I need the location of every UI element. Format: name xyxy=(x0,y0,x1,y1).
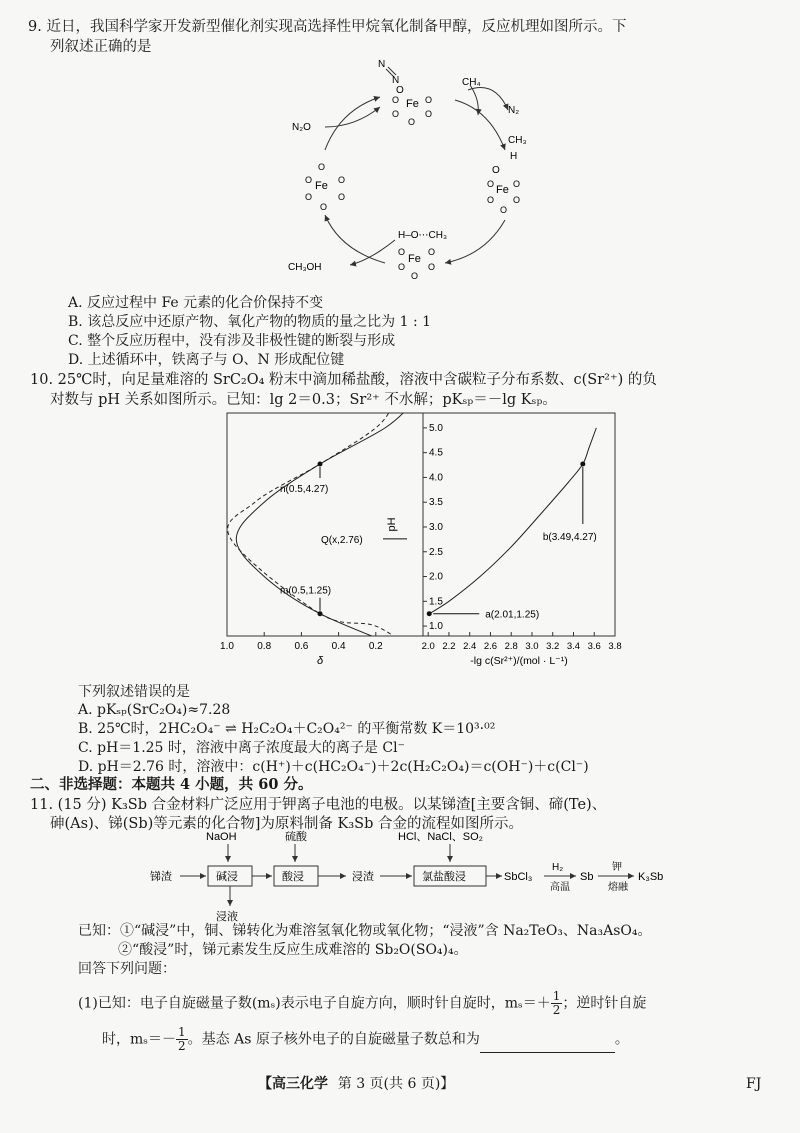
box-alkali-leach-label: 碱浸 xyxy=(216,871,238,883)
fraction-half-2: $\frac{1}{2}$ xyxy=(178,1025,186,1053)
y-tick-label: 1.0 xyxy=(429,621,443,633)
left-x-axis-label: δ xyxy=(316,655,324,667)
bottom-ts-label: H–O⋯CH₃ xyxy=(398,230,448,241)
q10-option-a: A. pKₛₚ(SrC₂O₄)≈7.28 xyxy=(78,702,231,718)
k3sb-label: K₃Sb xyxy=(638,871,664,883)
right-x-tick-label: 3.8 xyxy=(608,641,622,652)
point-n-label: n(0.5,4.27) xyxy=(280,484,329,496)
svg-text:O: O xyxy=(398,247,406,257)
right-x-axis-label: -lg c(Sr²⁺)/(mol · L⁻¹) xyxy=(470,655,568,667)
cycle-arrow-left-top xyxy=(325,97,380,150)
section-2-heading: 二、非选择题：本题共 4 小题，共 60 分。 xyxy=(30,776,313,793)
q9-stem-line2: 列叙述正确的是 xyxy=(50,39,152,55)
leachate-label: 浸液 xyxy=(216,911,238,923)
svg-text:O: O xyxy=(500,205,508,215)
svg-text:O: O xyxy=(513,195,521,205)
right-x-tick-label: 3.6 xyxy=(587,641,601,652)
svg-text:O: O xyxy=(305,175,313,185)
left-x-tick-label: 1.0 xyxy=(220,641,234,652)
y-tick-label: 4.0 xyxy=(429,472,443,484)
svg-text:O: O xyxy=(392,95,400,105)
sb-label: Sb xyxy=(580,871,594,883)
n2o-label: N₂O xyxy=(292,122,311,133)
box-chloride-leach-label: 氯盐酸浸 xyxy=(422,871,466,883)
q10-option-c: C. pH＝1.25 时，溶液中离子浓度最大的离子是 Cl⁻ xyxy=(78,740,405,756)
right-fe-label: Fe xyxy=(496,184,509,196)
fraction-half-1: $\frac{1}{2}$ xyxy=(552,989,561,1017)
svg-text:O: O xyxy=(428,247,436,257)
q11-sub1-line1: (1)已知：电子自旋磁量子数(mₛ)表示电子自旋方向，顺时针自旋时，mₛ＝＋ $\frac{1}{2}$ ；逆时针自旋 xyxy=(78,989,647,1017)
right-x-tick-label: 2.4 xyxy=(463,641,477,652)
svg-text:O: O xyxy=(411,271,419,280)
right-x-tick-label: 2.6 xyxy=(483,641,498,652)
point-b xyxy=(580,462,585,467)
y-tick-label: 5.0 xyxy=(429,422,443,434)
y-tick-label: 3.5 xyxy=(429,497,443,509)
naoh-label: NaOH xyxy=(206,831,237,843)
svg-text:O: O xyxy=(425,109,433,119)
q10-stem-line1: 10. 25℃时，向足量难溶的 SrC₂O₄ 粉末中滴加稀盐酸，溶液中含碳粒子分布系数、c(Sr²⁺) 的负 xyxy=(30,372,657,388)
q9-option-d: D. 上述循环中，铁离子与 O、N 形成配位键 xyxy=(68,352,345,368)
n2o-in-arrow xyxy=(325,107,380,127)
svg-text:O: O xyxy=(338,192,346,202)
high-temp-label: 高温 xyxy=(550,882,570,893)
ch3oh-out-arrow xyxy=(350,240,395,265)
q9-stem-line1: 9. 近日，我国科学家开发新型催化剂实现高选择性甲烷氧化制备甲醇，反应机理如图所示。下 xyxy=(28,19,627,35)
svg-text:O: O xyxy=(392,109,400,119)
q11-sub1-line2: 时，mₛ＝－ $\frac{1}{2}$ 。基态 As 原子核外电子的自旋磁量子数总和为 。 xyxy=(102,1025,629,1053)
svg-text:O: O xyxy=(305,192,313,202)
box-acid-leach-label: 酸浸 xyxy=(282,871,304,883)
cycle-arrow-top-right xyxy=(455,100,505,150)
right-series-curve xyxy=(429,428,596,614)
q10-option-b: B. 25℃时，2HC₂O₄⁻ ⇌ H₂C₂O₄＋C₂O₄²⁻ 的平衡常数 K＝10³·⁰² xyxy=(78,721,496,737)
q10-stem-line2: 对数与 pH 关系如图所示。已知：lg 2＝0.3；Sr²⁺ 不水解；pKₛₚ＝－lg Kₛₚ。 xyxy=(50,392,557,408)
svg-text:O: O xyxy=(513,179,521,189)
q11-stem-line1: 11. (15 分) K₃Sb 合金材料广泛应用于钾离子电池的电极。以某锑渣[主要含铜、碲(Te)、 xyxy=(30,797,607,813)
q10-chart xyxy=(215,408,625,683)
right-x-tick-label: 3.2 xyxy=(546,641,560,652)
left-fe-label: Fe xyxy=(315,180,328,192)
point-m xyxy=(318,611,323,616)
left-x-tick-label: 0.6 xyxy=(294,641,309,652)
right-ch3-label: CH₃ xyxy=(508,135,527,146)
q11-stem-line2: 砷(As)、锑(Sb)等元素的化合物]为原料制备 K₃Sb 合金的流程如图所示。 xyxy=(50,816,523,832)
reagents-label: HCl、NaCl、SO₂ xyxy=(398,831,483,843)
svg-text:O: O xyxy=(428,262,436,272)
point-b-label: b(3.49,4.27) xyxy=(542,532,597,544)
q11-known-2: ②“酸浸”时，锑元素发生反应生成难溶的 Sb₂O(SO₄)₄。 xyxy=(118,942,468,958)
y-tick-label: 1.5 xyxy=(429,596,443,608)
right-x-tick-label: 2.2 xyxy=(442,641,456,652)
q10-option-d: D. pH＝2.76 时，溶液中：c(H⁺)＋c(HC₂O₄⁻)＋2c(H₂C₂O₄)＝c(OH⁻)＋c(Cl⁻) xyxy=(78,759,589,775)
right-x-tick-label: 3.0 xyxy=(525,641,539,652)
h2-label: H₂ xyxy=(552,862,564,873)
potassium-label: 钾 xyxy=(612,862,622,873)
q11-answer-intro: 回答下列问题： xyxy=(78,961,176,977)
y-tick-label: 2.5 xyxy=(429,546,443,558)
footer-title: 【高三化学 第 3 页(共 6 页)】 xyxy=(258,1076,455,1092)
cycle-arrow-bottom-left xyxy=(325,215,385,263)
residue-label: 浸渣 xyxy=(352,871,374,883)
point-m-label: m(0.5,1.25) xyxy=(280,585,332,597)
y-tick-label: 4.5 xyxy=(429,447,443,459)
left-x-tick-label: 0.8 xyxy=(257,641,272,652)
svg-text:O: O xyxy=(318,162,326,172)
sbcl3-label: SbCl₃ xyxy=(504,871,533,883)
point-a-label: a(2.01,1.25) xyxy=(485,609,540,621)
point-n xyxy=(318,462,323,467)
y-tick-label: 2.0 xyxy=(429,571,443,583)
top-fe-label: Fe xyxy=(406,98,419,110)
process-flow-diagram xyxy=(150,830,690,925)
top-n-label: N xyxy=(378,59,386,70)
top-o-label: O xyxy=(396,85,404,96)
q9-option-a: A. 反应过程中 Fe 元素的化合价保持不变 xyxy=(68,295,324,311)
catalytic-cycle-diagram xyxy=(280,55,560,280)
ch4-label: CH₄ xyxy=(462,77,481,88)
cycle-arrow-right-bottom xyxy=(445,220,505,263)
right-x-tick-label: 3.4 xyxy=(566,641,581,652)
raw-material-label: 锑渣 xyxy=(150,871,172,883)
chart-frame xyxy=(227,413,615,636)
svg-text:O: O xyxy=(408,117,416,127)
svg-text:O: O xyxy=(425,95,433,105)
point-q-label: Q(x,2.76) xyxy=(321,534,363,546)
h2so4-label: 硫酸 xyxy=(285,831,307,843)
q9-option-c: C. 整个反应历程中，没有涉及非极性键的断裂与形成 xyxy=(68,333,396,349)
svg-text:O: O xyxy=(320,202,328,212)
right-x-tick-label: 2.8 xyxy=(504,641,518,652)
ch3oh-label: CH₃OH xyxy=(288,262,322,273)
svg-text:O: O xyxy=(338,175,346,185)
right-h-label: H xyxy=(510,151,518,162)
left-x-tick-label: 0.2 xyxy=(368,641,383,652)
right-x-tick-label: 2.0 xyxy=(421,641,435,652)
q9-option-b: B. 该总反应中还原产物、氧化产物的物质的量之比为 1 : 1 xyxy=(68,314,432,330)
y-axis-label: pH xyxy=(386,517,398,532)
bottom-fe-label: Fe xyxy=(408,253,421,265)
footer-code: FJ xyxy=(746,1076,762,1092)
svg-text:O: O xyxy=(398,262,406,272)
q10-intro: 下列叙述错误的是 xyxy=(78,684,190,700)
svg-text:O: O xyxy=(487,179,495,189)
svg-text:O: O xyxy=(487,195,495,205)
answer-blank[interactable] xyxy=(480,1038,615,1053)
melt-label: 熔融 xyxy=(608,882,628,893)
y-tick-label: 3.0 xyxy=(429,521,443,533)
top-n2-label: N xyxy=(392,75,400,86)
n2-label: N₂ xyxy=(508,105,520,116)
point-a xyxy=(427,611,432,616)
svg-text:O: O xyxy=(492,165,500,176)
q11-known-1: 已知：①“碱浸”中，铜、锑转化为难溶氢氧化物或氧化物；“浸液”含 Na₂TeO₃、Na₃AsO₄。 xyxy=(78,923,652,939)
left-x-tick-label: 0.4 xyxy=(331,641,346,652)
